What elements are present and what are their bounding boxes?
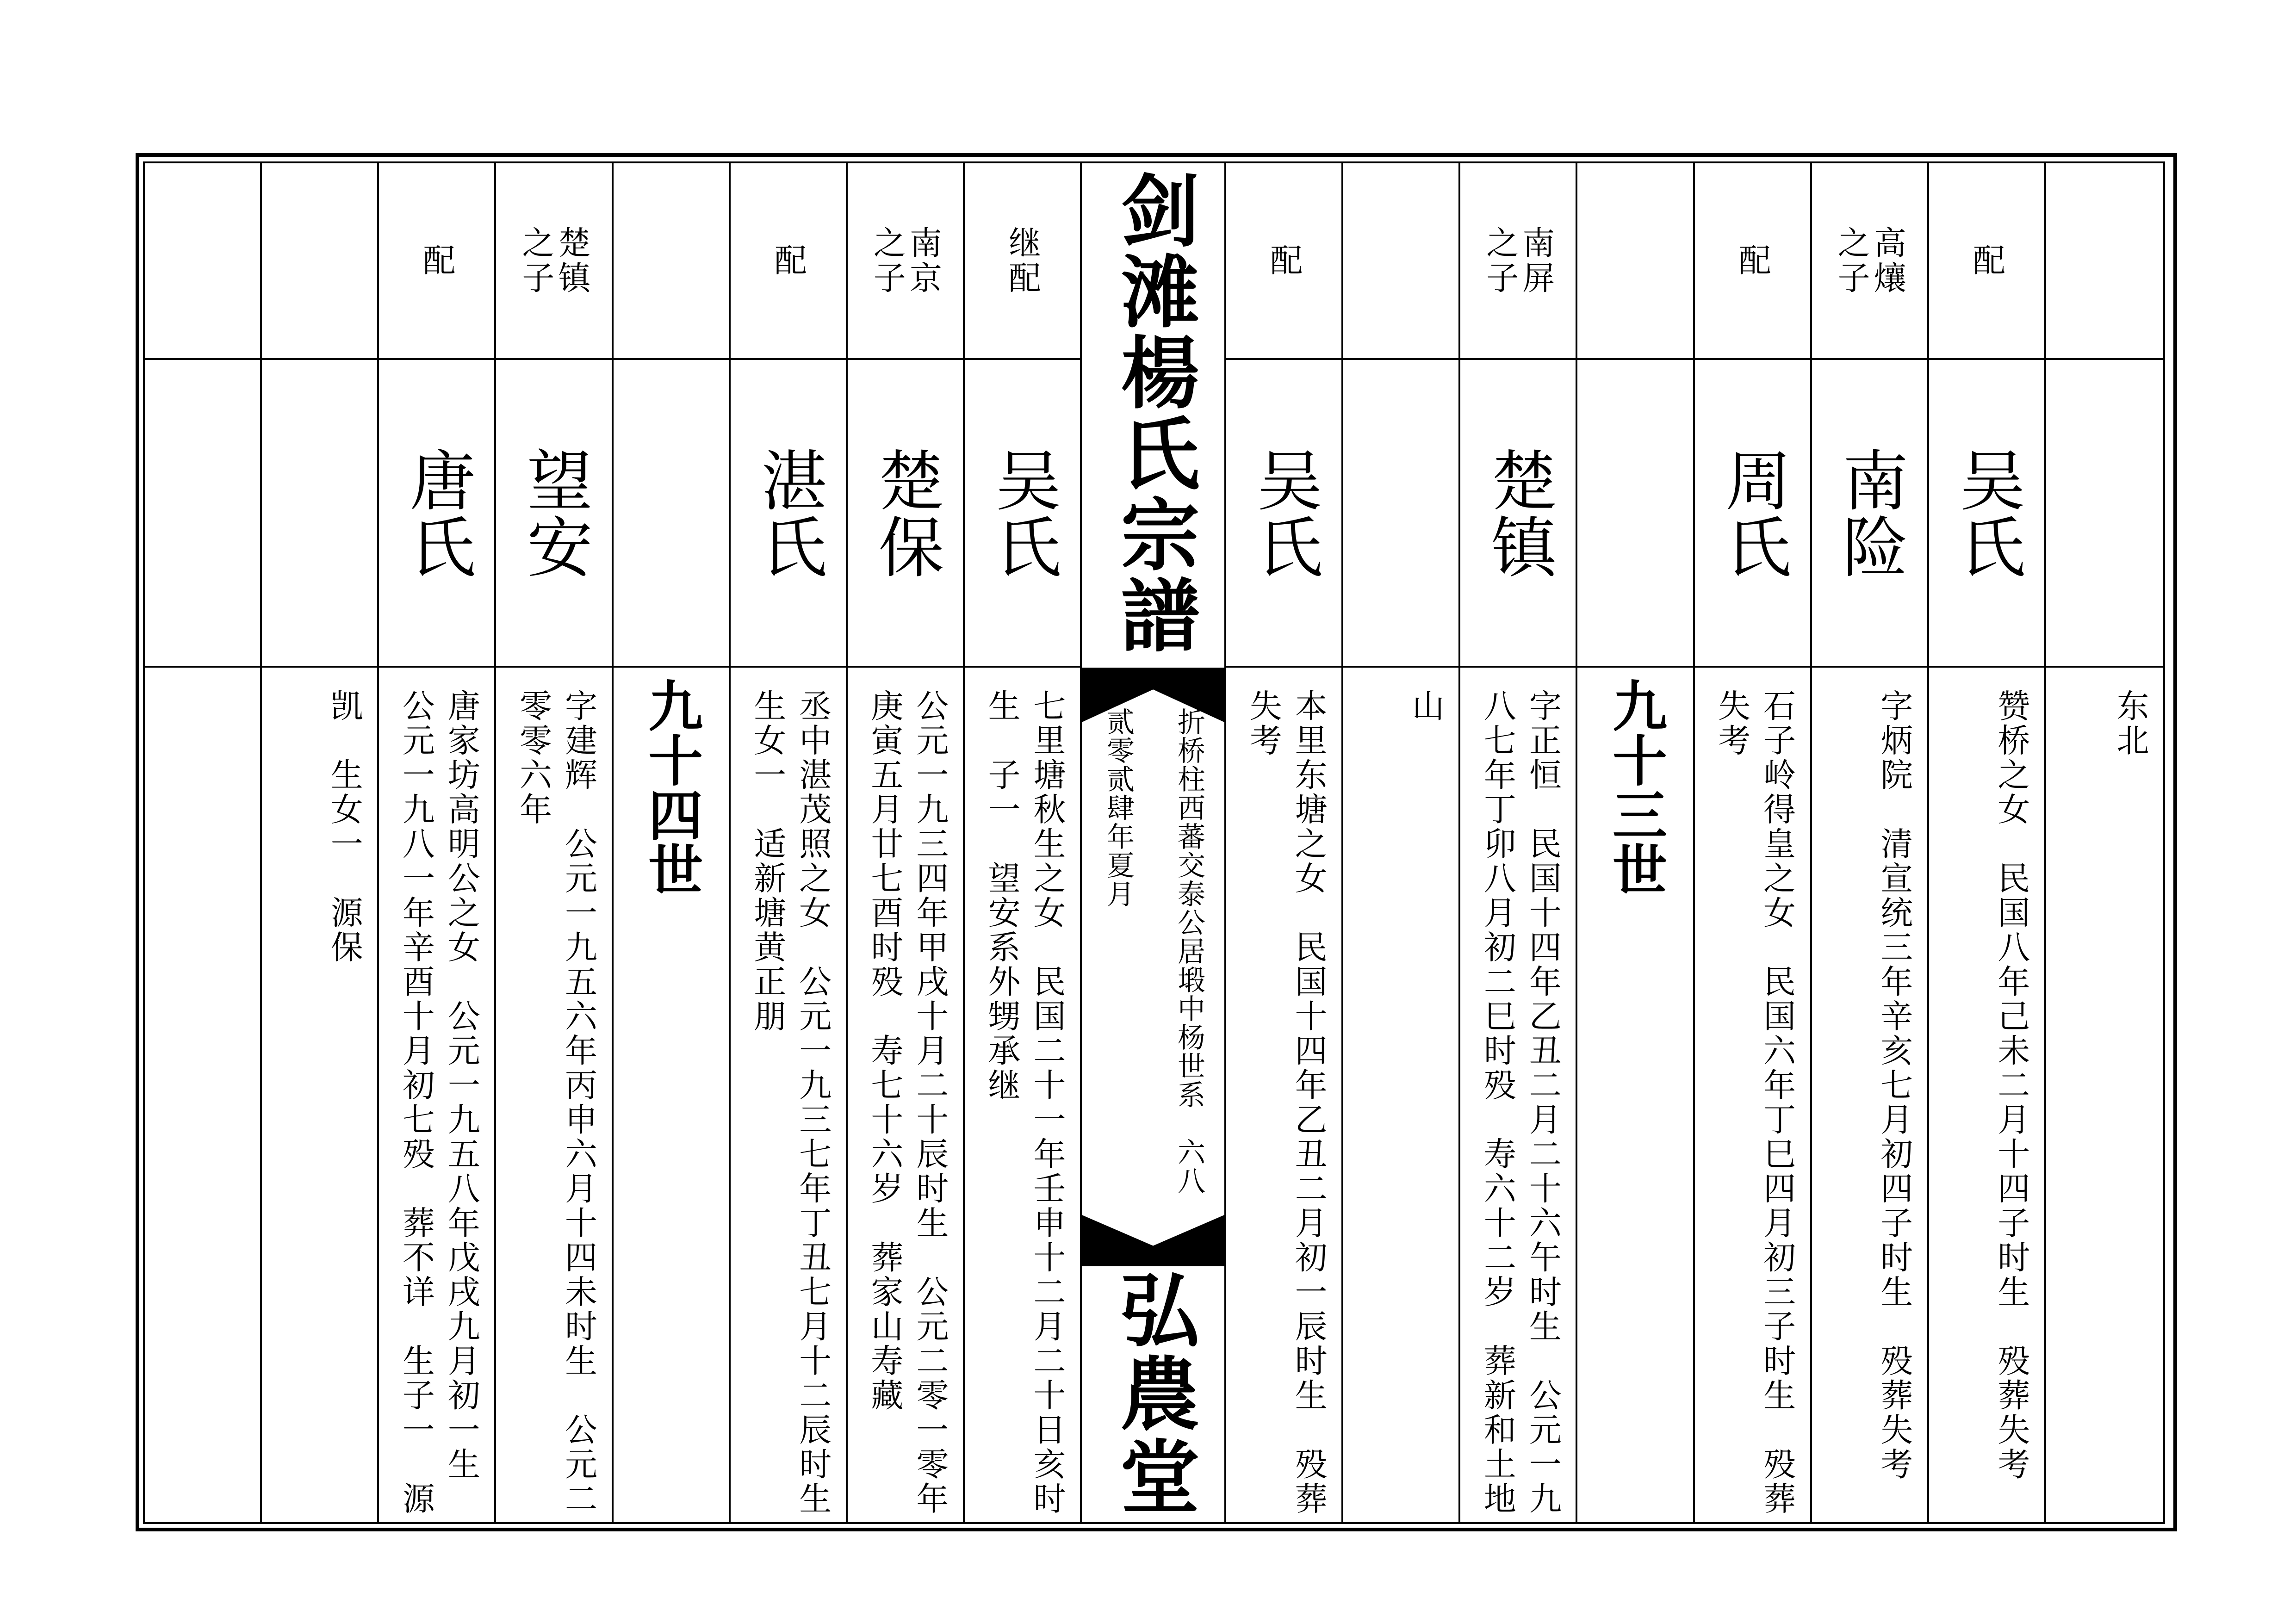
relation-label-line: 高爙 — [1868, 225, 1907, 296]
person-name: 吴氏 — [984, 446, 1061, 580]
empty-cell — [1577, 163, 1694, 360]
relation-cell — [496, 163, 613, 360]
biography-cell — [379, 668, 496, 1522]
biography — [322, 689, 367, 1522]
biography-line: 石子岭得皇之女 民国六年丁巳四月初三子时生 殁葬 — [1758, 689, 1796, 1516]
generation-cell — [1577, 668, 1694, 1522]
relation-label-line: 之子 — [1832, 225, 1871, 296]
relation-cell — [1929, 163, 2046, 360]
person-name: 周氏 — [1714, 446, 1791, 580]
relation-label — [1482, 226, 1554, 296]
biography-cell — [848, 668, 965, 1522]
empty-cell — [1343, 360, 1460, 668]
person-name: 楚保 — [867, 446, 944, 580]
relation-label — [1004, 226, 1040, 296]
name-cell — [496, 360, 613, 668]
fishtail-bottom-mark — [1082, 1215, 1224, 1266]
person-name: 楚镇 — [1480, 446, 1557, 580]
relation-label-line: 之子 — [1481, 225, 1519, 296]
relation-cell — [379, 163, 496, 360]
relation-label — [1734, 243, 1770, 279]
date-line: 贰零贰肆年夏月 — [1102, 707, 1135, 908]
biography — [745, 689, 836, 1522]
generation-cell — [614, 668, 731, 1522]
biography-cell — [496, 668, 613, 1522]
relation-label-line: 楚镇 — [552, 225, 591, 296]
person-name: 望安 — [515, 446, 592, 580]
biography-line: 字正恒 民国十四年乙丑二月二十六午时生 公元一九 — [1524, 689, 1562, 1516]
biography-cell — [2046, 668, 2163, 1522]
biography-cell — [1460, 668, 1577, 1522]
generation-label: 九十三世 — [1603, 678, 1667, 896]
empty-cell — [614, 360, 731, 668]
relation-label — [869, 226, 941, 296]
relation-cell — [965, 163, 1082, 360]
relation-label-line: 南屏 — [1517, 225, 1555, 296]
biography-line: 八七年丁卯八月初二巳时殁 寿六十二岁 葬新和土地 — [1478, 689, 1517, 1516]
biography-line: 公元一九三四年甲戌十月二十辰时生 公元二零一零年 — [911, 689, 949, 1516]
relation-cell — [1226, 163, 1343, 360]
biography-line: 零零六年 — [514, 689, 552, 827]
relation-label — [1968, 243, 2004, 279]
relation-label-line: 配 — [769, 243, 807, 279]
biography-line: 庚寅五月廿七酉时殁 寿七十六岁 葬家山寿藏 — [865, 689, 904, 1413]
biography-cell — [1343, 668, 1460, 1522]
person-name: 吴氏 — [1246, 446, 1322, 580]
biography-line: 凯 生女一 源保 — [325, 689, 364, 965]
relation-label-line: 配 — [1265, 243, 1303, 279]
biography-line: 丞中湛茂照之女 公元一九三七年丁丑七月十二辰时生 — [794, 689, 832, 1516]
biography-line: 字建辉 公元一九五六年丙申六月十四未时生 公元二 — [559, 689, 598, 1516]
biography-cell — [1226, 668, 1343, 1522]
name-cell — [379, 360, 496, 668]
biography-line: 东北 — [2111, 689, 2149, 758]
biography — [1403, 689, 1448, 1522]
relation-label — [1266, 243, 1302, 279]
relation-label — [518, 226, 590, 296]
biography — [393, 689, 484, 1522]
biography — [1872, 689, 1917, 1522]
relation-cell — [848, 163, 965, 360]
biography-line: 公元一九八一年辛酉十月初七殁 葬不详 生子一 源 — [397, 689, 435, 1516]
name-cell — [1226, 360, 1343, 668]
biography — [1241, 689, 1331, 1522]
relation-cell — [1695, 163, 1812, 360]
biography-cell — [1812, 668, 1929, 1522]
biography-line: 七里塘秋生之女 民国二十一年壬申十二月二十日亥时 — [1028, 689, 1066, 1516]
biography-cell — [1695, 668, 1812, 1522]
empty-cell — [145, 163, 262, 360]
relation-label — [770, 243, 806, 279]
person-name: 湛氏 — [750, 446, 827, 580]
relation-label-line: 之子 — [516, 225, 555, 296]
biography — [1475, 689, 1565, 1522]
name-cell — [1929, 360, 2046, 668]
biography-line: 本里东塘之女 民国十四年乙丑二月初一辰时生 殁葬 — [1290, 689, 1328, 1516]
empty-cell — [2046, 360, 2163, 668]
relation-label-line: 之子 — [868, 225, 906, 296]
person-name: 南险 — [1831, 446, 1908, 580]
biography — [862, 689, 953, 1522]
person-name: 唐氏 — [398, 446, 475, 580]
hall-name: 弘農堂 — [1107, 1269, 1200, 1519]
generation-label: 九十四世 — [639, 678, 703, 896]
relation-label-line: 配 — [1733, 243, 1772, 279]
relation-label-line: 配 — [417, 243, 456, 279]
biography-line: 生女一 适新塘黄正朋 — [748, 689, 787, 1034]
biography-line: 山 — [1407, 689, 1445, 724]
empty-cell — [262, 360, 379, 668]
relation-label-line: 南京 — [904, 225, 943, 296]
biography-line: 字炳院 清宣统三年辛亥七月初四子时生 殁葬失考 — [1875, 689, 1913, 1482]
biography-line: 生 子一 望安系外甥承继 — [983, 689, 1021, 1103]
name-cell — [731, 360, 848, 668]
spine-text — [1082, 707, 1224, 1212]
biography — [1989, 689, 2034, 1522]
biography-line: 失考 — [1713, 689, 1751, 758]
biography — [511, 689, 602, 1522]
empty-cell — [614, 163, 731, 360]
name-cell — [848, 360, 965, 668]
relation-label-line: 配 — [1967, 243, 2006, 279]
empty-cell — [145, 360, 262, 668]
relation-label-line: 继配 — [1003, 225, 1042, 296]
biography-line: 赞桥之女 民国八年己未二月十四子时生 殁葬失考 — [1992, 689, 2030, 1482]
name-cell — [1460, 360, 1577, 668]
relation-cell — [731, 163, 848, 360]
biography-cell — [1929, 668, 2046, 1522]
relation-label — [1833, 226, 1905, 296]
person-name: 吴氏 — [1948, 446, 2025, 580]
relation-cell — [1812, 163, 1929, 360]
name-cell — [965, 360, 1082, 668]
name-cell — [1812, 360, 1929, 668]
center-spine — [1082, 163, 1226, 1522]
empty-cell — [262, 163, 379, 360]
lineage-line: 折桥柱西蕃交泰公居塅中杨世系 六八 — [1173, 707, 1205, 1195]
biography-line: 失考 — [1244, 689, 1283, 758]
biography-line: 唐家坊高明公之女 公元一九五八年戊戌九月初一生 — [442, 689, 481, 1482]
biography-cell — [262, 668, 379, 1522]
empty-cell — [2046, 163, 2163, 360]
page-title: 剑滩楊氏宗譜 — [1107, 170, 1199, 656]
name-cell — [1695, 360, 1812, 668]
relation-label — [419, 243, 455, 279]
biography-cell — [731, 668, 848, 1522]
empty-cell — [1343, 163, 1460, 360]
biography-cell — [965, 668, 1082, 1522]
biography — [2108, 689, 2153, 1522]
empty-cell — [145, 668, 262, 1522]
relation-cell — [1460, 163, 1577, 360]
biography — [1709, 689, 1800, 1522]
biography — [979, 689, 1070, 1522]
genealogy-table — [143, 161, 2165, 1524]
empty-cell — [1577, 360, 1694, 668]
